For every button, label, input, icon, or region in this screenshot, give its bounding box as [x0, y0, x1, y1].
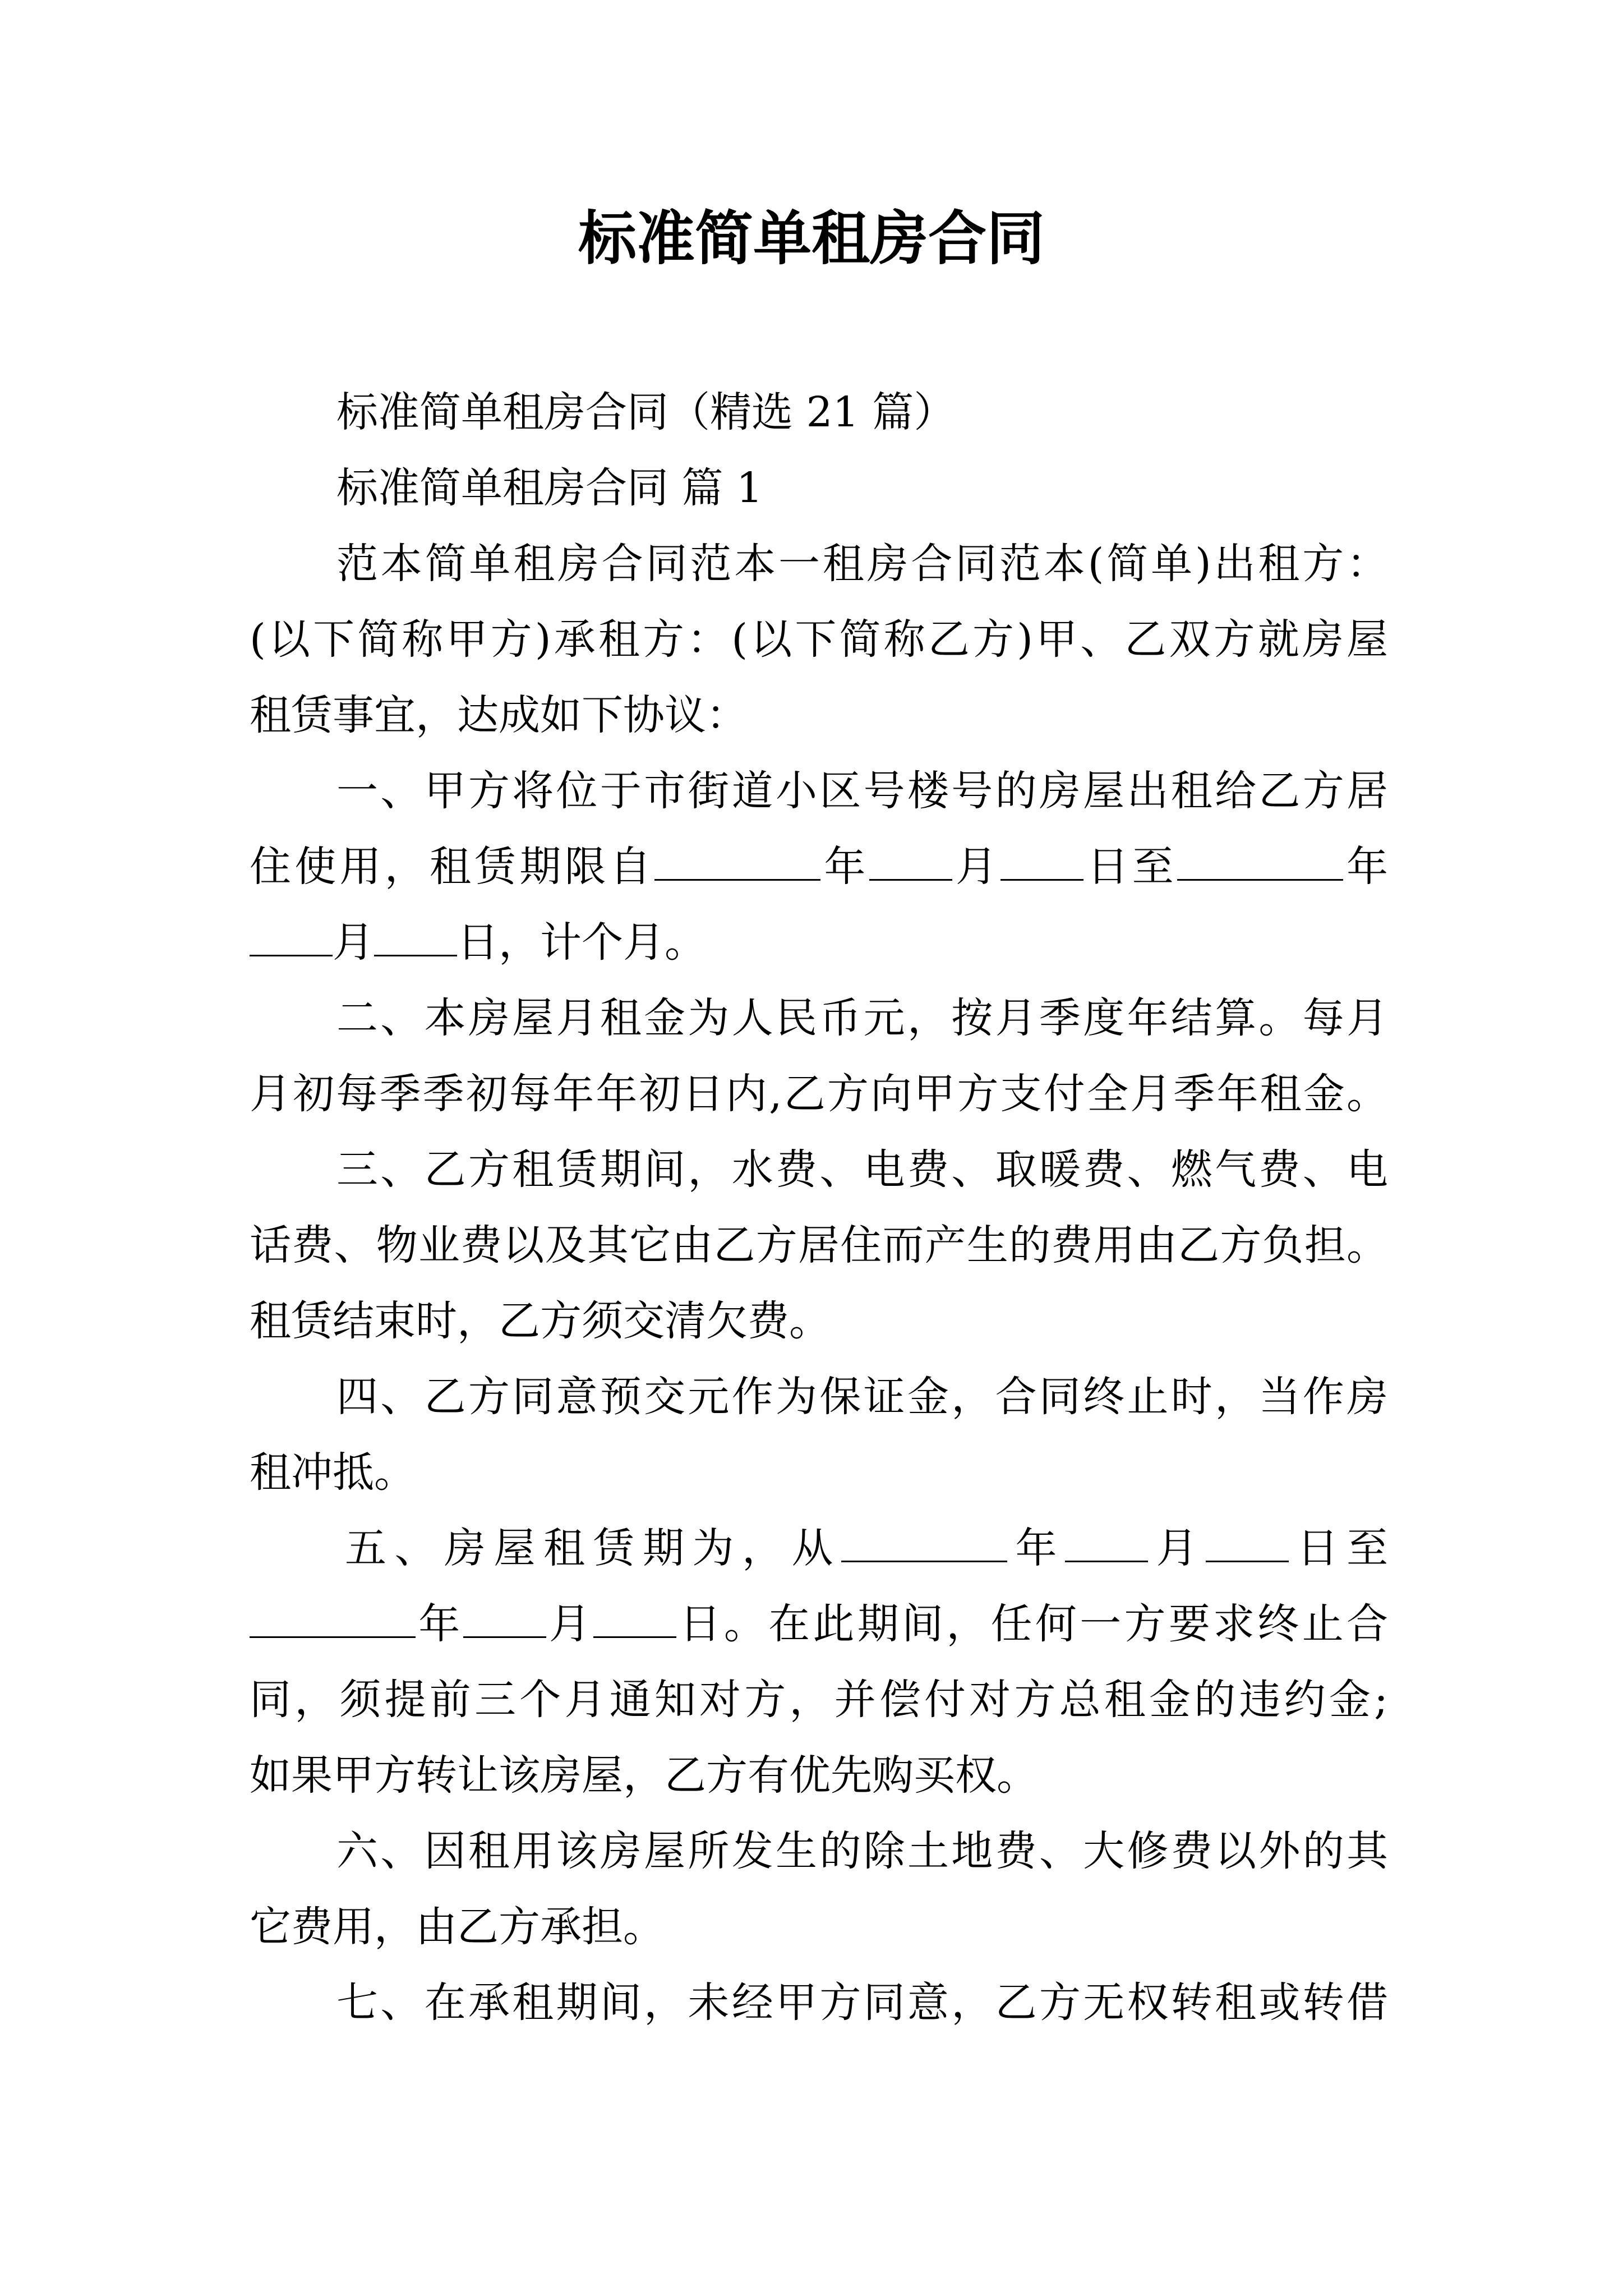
paragraph-line: 范本简单租房合同范本一租房合同范本(简单)出租方： — [336, 540, 1388, 588]
fill-in-blank[interactable] — [841, 1527, 1007, 1562]
fill-in-blank[interactable] — [1065, 1527, 1148, 1562]
paragraph-line: 四、乙方同意预交元作为保证金，合同终止时，当作房 — [336, 1373, 1388, 1421]
fill-in-blank[interactable] — [593, 1603, 676, 1638]
fill-in-blank[interactable] — [1000, 846, 1083, 881]
paragraph-line: 它费用，由乙方承担。 — [250, 1903, 665, 1951]
fill-in-blank[interactable] — [869, 846, 952, 881]
paragraph-line: 同，须提前三个月通知对方，并偿付对方总租金的违约金; — [250, 1676, 1388, 1724]
section-heading: 标准简单租房合同 篇 1 — [336, 464, 763, 512]
text-fragment: 五、房屋租赁期为，从 — [345, 1524, 841, 1572]
paragraph-line — [345, 1520, 1388, 1576]
text-fragment: 年 — [1007, 1524, 1065, 1572]
text-fragment: 月 — [333, 918, 374, 967]
paragraph-line: 租赁事宜，达成如下协议： — [250, 691, 748, 739]
paragraph-line: (以下简称甲方)承租方：(以下简称乙方)甲、乙双方就房屋 — [250, 615, 1388, 664]
text-fragment: 日，计个月。 — [457, 918, 706, 967]
paragraph-line — [250, 839, 1388, 895]
paragraph-line: 租冲抵。 — [250, 1448, 416, 1497]
document-title: 标准简单租房合同 — [578, 204, 1045, 273]
text-fragment: 日。在此期间，任何一方要求终止合 — [676, 1600, 1388, 1648]
paragraph-line: 月初每季季初每年年初日内,乙方向甲方支付全月季年租金。 — [250, 1070, 1388, 1118]
paragraph-line: 租赁结束时，乙方须交清欠费。 — [250, 1297, 831, 1345]
paragraph-line: 二、本房屋月租金为人民币元，按月季度年结算。每月 — [336, 994, 1388, 1042]
text-fragment: 日至 — [1083, 843, 1177, 891]
text-fragment: 住使用，租赁期限自 — [250, 843, 655, 891]
text-fragment: 月 — [546, 1600, 594, 1648]
text-fragment: 年 — [416, 1600, 463, 1648]
paragraph-line: 三、乙方租赁期间，水费、电费、取暖费、燃气费、电 — [336, 1145, 1388, 1194]
subtitle: 标准简单租房合同（精选 21 篇） — [336, 388, 956, 436]
fill-in-blank[interactable] — [654, 846, 820, 881]
paragraph-line: 一、甲方将位于市街道小区号楼号的房屋出租给乙方居 — [336, 767, 1388, 815]
fill-in-blank[interactable] — [463, 1603, 546, 1638]
fill-in-blank[interactable] — [1206, 1527, 1289, 1562]
paragraph-line — [250, 1596, 1388, 1652]
text-fragment: 年 — [820, 843, 869, 891]
paragraph-line — [250, 914, 1388, 970]
text-fragment: 年 — [1343, 843, 1388, 891]
paragraph-line: 如果甲方转让该房屋，乙方有优先购买权。 — [250, 1751, 1038, 1800]
fill-in-blank[interactable] — [1177, 846, 1343, 881]
fill-in-blank[interactable] — [250, 1603, 416, 1638]
fill-in-blank[interactable] — [374, 922, 457, 956]
paragraph-line: 六、因租用该房屋所发生的除土地费、大修费以外的其 — [336, 1827, 1388, 1875]
text-fragment: 月 — [1148, 1524, 1206, 1572]
paragraph-line: 话费、物业费以及其它由乙方居住而产生的费用由乙方负担。 — [250, 1221, 1388, 1269]
fill-in-blank[interactable] — [250, 922, 333, 956]
text-fragment: 月 — [952, 843, 1001, 891]
paragraph-line: 七、在承租期间，未经甲方同意，乙方无权转租或转借 — [336, 1978, 1388, 2027]
text-fragment: 日至 — [1289, 1524, 1388, 1572]
